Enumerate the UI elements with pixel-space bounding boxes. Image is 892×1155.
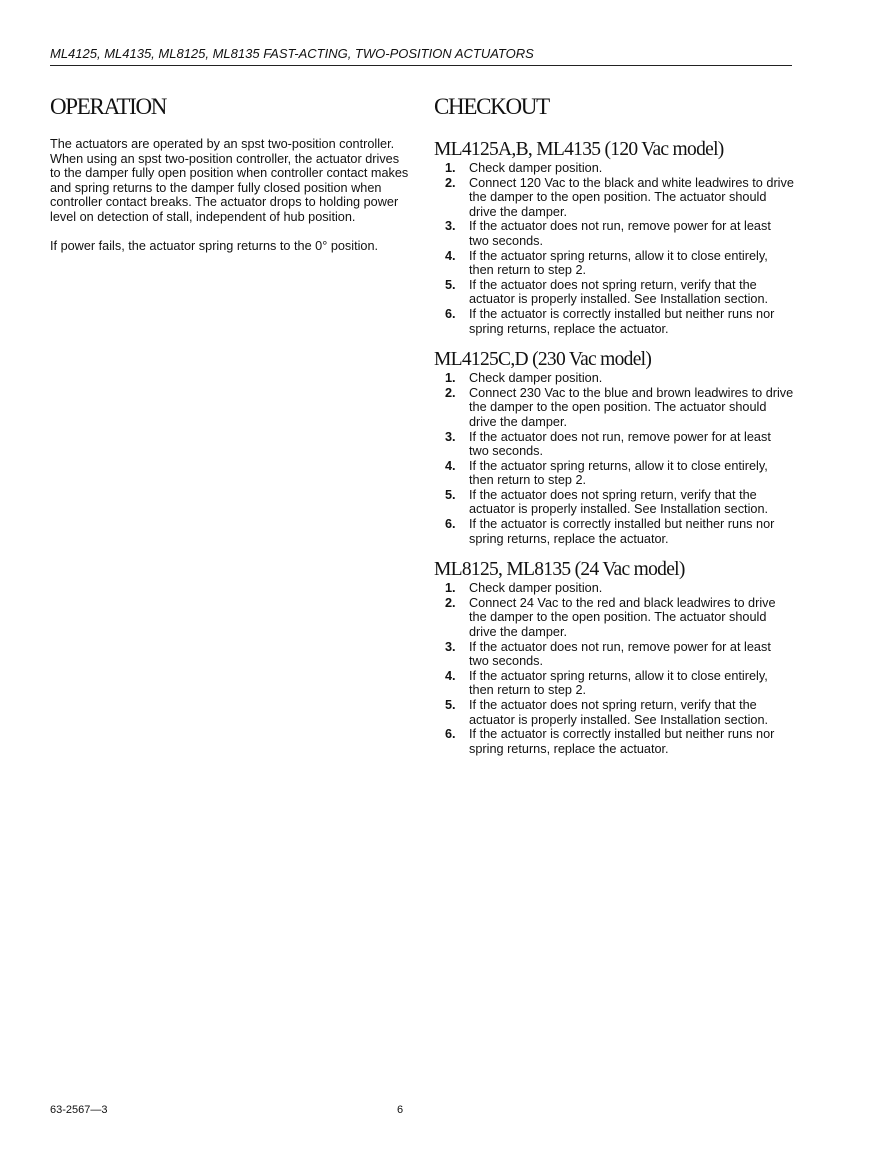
step-list (434, 161, 794, 336)
step-item (434, 307, 794, 336)
step-text: Connect 24 Vac to the red and black leadwires to drive the damper to the open position. The actuator should drive the damper. (469, 595, 776, 640)
step-item (434, 459, 794, 488)
operation-paragraph: The actuators are operated by an spst two-position controller. When using an spst two-position controller, the actuator drives to the damper fully open position when controller contact makes and spring returns to the damper fully closed position when controller contact breaks. The actuator drops to holding power level on detection of stall, independent of hub position. (50, 137, 409, 224)
step-item (434, 488, 794, 517)
checkout-section-24vac (434, 559, 794, 756)
step-number: 5. (445, 277, 456, 292)
step-number: 1. (445, 371, 456, 386)
step-text: If the actuator does not run, remove power for at least two seconds. (469, 219, 771, 248)
running-header: ML4125, ML4135, ML8125, ML8135 FAST-ACTING, TWO-POSITION ACTUATORS (50, 46, 792, 66)
operation-heading: OPERATION (50, 94, 167, 119)
step-number: 4. (445, 458, 456, 473)
step-item (434, 596, 794, 640)
page-number: 6 (397, 1104, 404, 1116)
step-text: If the actuator does not spring return, verify that the actuator is properly installed. See Installation section. (469, 698, 769, 727)
step-item (434, 219, 794, 248)
step-item (434, 249, 794, 278)
step-text: If the actuator spring returns, allow it to close entirely, then return to step 2. (469, 458, 768, 488)
step-number: 2. (445, 595, 456, 610)
step-text: Check damper position. (469, 161, 603, 175)
checkout-heading: CHECKOUT (434, 94, 549, 119)
step-item (434, 517, 794, 546)
step-number: 3. (445, 429, 456, 444)
step-item (434, 698, 794, 727)
step-item (434, 581, 794, 596)
step-item (434, 176, 794, 220)
step-item (434, 371, 794, 386)
checkout-section-230vac (434, 349, 794, 546)
step-text: Check damper position. (469, 581, 603, 596)
step-number: 2. (445, 175, 456, 190)
step-number: 3. (445, 639, 456, 654)
step-item (434, 278, 794, 307)
step-number: 6. (445, 517, 456, 532)
step-item (434, 640, 794, 669)
step-number: 4. (445, 248, 456, 263)
step-number: 1. (445, 161, 456, 175)
section-title: ML4125A,B, ML4135 (120 Vac model) (434, 139, 724, 160)
section-title: ML8125, ML8135 (24 Vac model) (434, 559, 685, 581)
step-item (434, 669, 794, 698)
step-number: 3. (445, 219, 456, 234)
step-number: 2. (445, 385, 456, 400)
step-number: 5. (445, 487, 456, 502)
section-title: ML4125C,D (230 Vac model) (434, 349, 652, 371)
step-text: Connect 230 Vac to the blue and brown leadwires to drive the damper to the open position. The actuator should drive the damper. (469, 385, 794, 429)
step-text: If the actuator does not spring return, verify that the actuator is properly installed. See Installation section. (469, 277, 769, 307)
step-text: If the actuator spring returns, allow it to close entirely, then return to step 2. (469, 668, 768, 698)
step-text: Connect 120 Vac to the black and white leadwires to drive the damper to the open position. The actuator should drive the damper. (469, 175, 794, 219)
step-number: 6. (445, 306, 456, 321)
step-text: If the actuator is correctly installed but neither runs nor spring returns, replace the actuator. (469, 517, 775, 546)
operation-paragraph: If power fails, the actuator spring returns to the 0° position. (50, 239, 379, 254)
step-text: If the actuator does not run, remove power for at least two seconds. (469, 639, 771, 669)
document-number: 63-2567—3 (50, 1104, 108, 1116)
step-text: If the actuator is correctly installed but neither runs nor spring returns, replace the actuator. (469, 727, 775, 756)
step-text: If the actuator is correctly installed but neither runs nor spring returns, replace the actuator. (469, 306, 775, 336)
operation-column (50, 94, 410, 268)
step-text: If the actuator spring returns, allow it to close entirely, then return to step 2. (469, 248, 768, 278)
step-number: 6. (445, 727, 456, 742)
step-number: 4. (445, 668, 456, 683)
step-item (434, 386, 794, 430)
step-item (434, 727, 794, 756)
checkout-column (434, 94, 794, 769)
step-text: Check damper position. (469, 371, 603, 386)
checkout-section-120vac (434, 139, 794, 336)
step-number: 1. (445, 581, 456, 596)
step-item (434, 161, 794, 176)
step-number: 5. (445, 698, 456, 712)
step-text: If the actuator does not spring return, verify that the actuator is properly installed. See Installation section. (469, 487, 769, 517)
step-item (434, 430, 794, 459)
step-list (434, 371, 794, 546)
step-text: If the actuator does not run, remove power for at least two seconds. (469, 429, 771, 459)
step-list (434, 581, 794, 756)
